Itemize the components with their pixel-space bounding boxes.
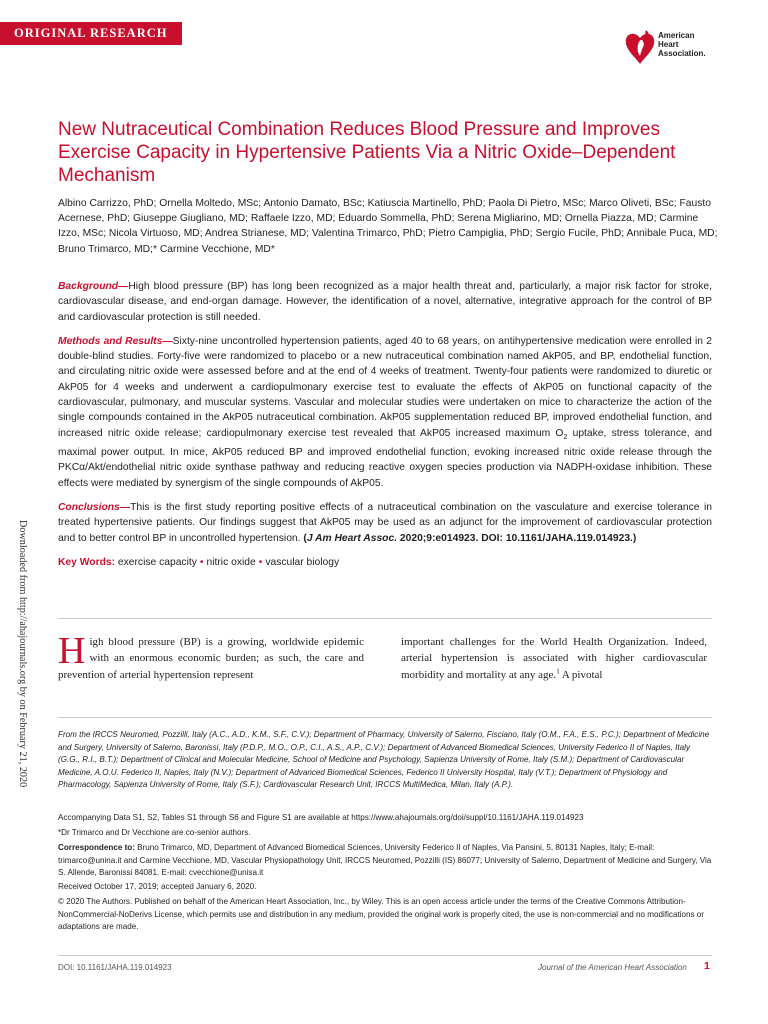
abstract-background: Background—High blood pressure (BP) has long been recognized as a major health threat and, particularly, a major risk factor for stroke, cardiovascular disease, and end-organ damage. However, the identification of a novel, alternative, integrative approach for the control of BP and cardiovascular protection is still needed. [58,281,712,323]
methods-label: Methods and Results— [58,335,173,347]
article-title: New Nutraceutical Combination Reduces Blood Pressure and Improves Exercise Capacity in Hypertensive Patients Via a Nitric Oxide–Dependent Mechanism [58,119,676,186]
aha-logo-text: American Heart Association. [658,31,706,58]
background-label: Background— [58,281,129,292]
section-divider [58,618,712,619]
body-column-1: High blood pressure (BP) is a growing, worldwide epidemic with an enormous economic burden; as such, the care and prevention of arterial hypertension represent [58,630,364,681]
supplement-footnote: Accompanying Data S1, S2, Tables S1 through S6 and Figure S1 are available at https://www.ahajournals.org/doi/suppl/10.1161/JAHA.119.014923 [58,813,584,822]
affiliations-footnote: From the IRCCS Neuromed, Pozzilli, Italy (A.C., A.D., K.M., S.F., C.V.); Department of Pharmacy, University of Salerno, Fisciano, Italy (O.M., F.A., E.S., P.C.); Department of Medicine and Surgery, University of Salerno, Baronissi, Italy (P.D.P., M.O., O.P., C.I., A.S., A.P., C.V.); Department of Advanced Biomedical Sciences, University Federico II of Naples, Italy (G.G., R.I., B.T.); Department of Clinical and Molecular Medicine, School of Medicine and Psychology, Sapienza University of Rome, Italy (S.M.); Department of Cardiovascular Medicine, A.O.U. Federico II, Naples, Italy (N.V.); Department of Advanced Biomedical Sciences, Federico II University Hospital, Italy (V.T.); Department of Physiology and Pharmacology, Sapienza University of Rome, Italy (S.F.); Cardiovascular Research Unit, IRCCS MultiMedica, Milan, Italy (A.P.). [58,730,710,790]
copyright-footnote: © 2020 The Authors. Published on behalf of the American Heart Association, Inc., by Wiley. This is an open access article under the terms of the Creative Commons Attribution-NonCommercial-NoDerivs License, which permits use and distribution in any medium, provided the original work is properly cited, the use is non-commercial and no modifications or adaptations are made. [58,897,704,932]
article-type-banner [0,22,182,45]
keywords-label: Key Words: [58,556,116,568]
cosenior-footnote: *Dr Trimarco and Dr Vecchione are co-senior authors. [58,828,251,837]
article-type-label: ORIGINAL RESEARCH [14,26,168,40]
abstract-methods: Methods and Results—Sixty-nine uncontrolled hypertension patients, aged 40 to 68 years, on antihypertensive medication were enrolled in 2 double-blind studies. Forty-five were randomized to placebo or a new nutraceutical combination named AkP05, and BP, endothelial function, and circulating nitric oxide were assessed before and at the end of 4 weeks of treatment. Twenty-four patients were randomized to diuretic or AkP05 for 4 weeks and underwent a cardiopulmonary exercise test to evaluate the effects of AkP05 on functional capacity of the cardiovascular, pulmonary, and muscular systems. Vascular and molecular studies were undertaken on mice to characterize the action of the single compounds contained in the AkP05 nutraceutical combination. AkP05 supplementation reduced BP, improved endothelial function, and increased nitric oxide release; cardiopulmonary exercise test revealed that AkP05 increased maximum $O_2$ uptake, stress tolerance, and maximal power output. In mice, AkP05 reduced BP and improved endothelial function, evoking increased nitric oxide release through the PKCα/Akt/endothelial nitric oxide synthase pathway and reducing reactive oxygen species production via NADPH-oxidase inhibition. These effects were mediated by synergism of the single compounds of AkP05. [58,335,712,489]
keyword-link[interactable]: exercise capacity [117,556,197,568]
footer-journal: Journal of the American Heart Association [538,963,687,972]
keyword-separator: • [199,556,204,568]
abstract-conclusions: Conclusions—This is the first study reporting positive effects of a nutraceutical combination on the vasculature and exercise tolerance in treated hypertensive patients. Our findings suggest that AkP05 may be used as an adjunct for the improvement of cardiovascular protection and to better control BP in uncontrolled hypertension. (J Am Heart Assoc. 2020;9:e014923. DOI: 10.1161/JAHA.119.014923.) [58,501,712,544]
reference-link[interactable]: 1 [556,667,560,676]
author-list: Albino Carrizzo, PhD; Ornella Moltedo, MSc; Antonio Damato, BSc; Katiuscia Martinello, PhD; Paola Di Pietro, MSc; Marco Oliveti, BSc; Fausto Acernese, PhD; Giuseppe Giugliano, MD; Raffaele Izzo, MD; Eduardo Sommella, PhD; Serena Migliarino, MD; Ornella Piazza, MD; Carmine Izzo, MSc; Nicola Virtuoso, MD; Andrea Strianese, MD; Valentina Trimarco, PhD; Pietro Campiglia, PhD; Sergio Fucile, PhD; Annibale Puca, MD; Bruno Trimarco, MD;* Carmine Vecchione, MD* [58,198,718,255]
keyword-separator: • [258,556,263,568]
body-column-2: important challenges for the World Health Organization. Indeed, arterial hypertension is associated with higher cardiovascular morbidity and mortality at any age.$^1$ A pivotal [401,636,707,681]
drop-cap: H [58,630,86,672]
conclusions-label: Conclusions— [58,501,131,513]
keyword-link[interactable]: nitric oxide [206,556,256,568]
footnote-divider [58,717,712,718]
keyword-link[interactable]: vascular biology [265,556,340,568]
correspondence-footnote: Correspondence to: Bruno Trimarco, MD, Department of Advanced Biomedical Sciences, University Federico II of Naples, Via Pansini, 5, 80131 Naples, Italy; E-mail: trimarco@unina.it and Carmine Vecchione, MD, Vascular Physiopathology Unit, IRCCS Neuromed, Pozzilli (IS) 86077; University of Salerno, Department of Medicine and Surgery, Via S. Allende, Baronissi 84081. E-mail: cvecchione@unisa.it [58,843,712,878]
keywords [58,555,712,570]
download-watermark: Downloaded from http://ahajournals.org by on February 21, 2020 [17,520,28,788]
received-footnote: Received October 17, 2019; accepted January 6, 2020. [58,882,257,891]
citation: (J Am Heart Assoc. 2020;9:e014923. DOI: 10.1161/JAHA.119.014923.) [303,532,637,544]
abstract [58,279,712,570]
footer-doi: DOI: 10.1161/JAHA.119.014923 [58,963,172,972]
footer-divider [58,955,712,956]
page-number: 1 [704,960,710,972]
